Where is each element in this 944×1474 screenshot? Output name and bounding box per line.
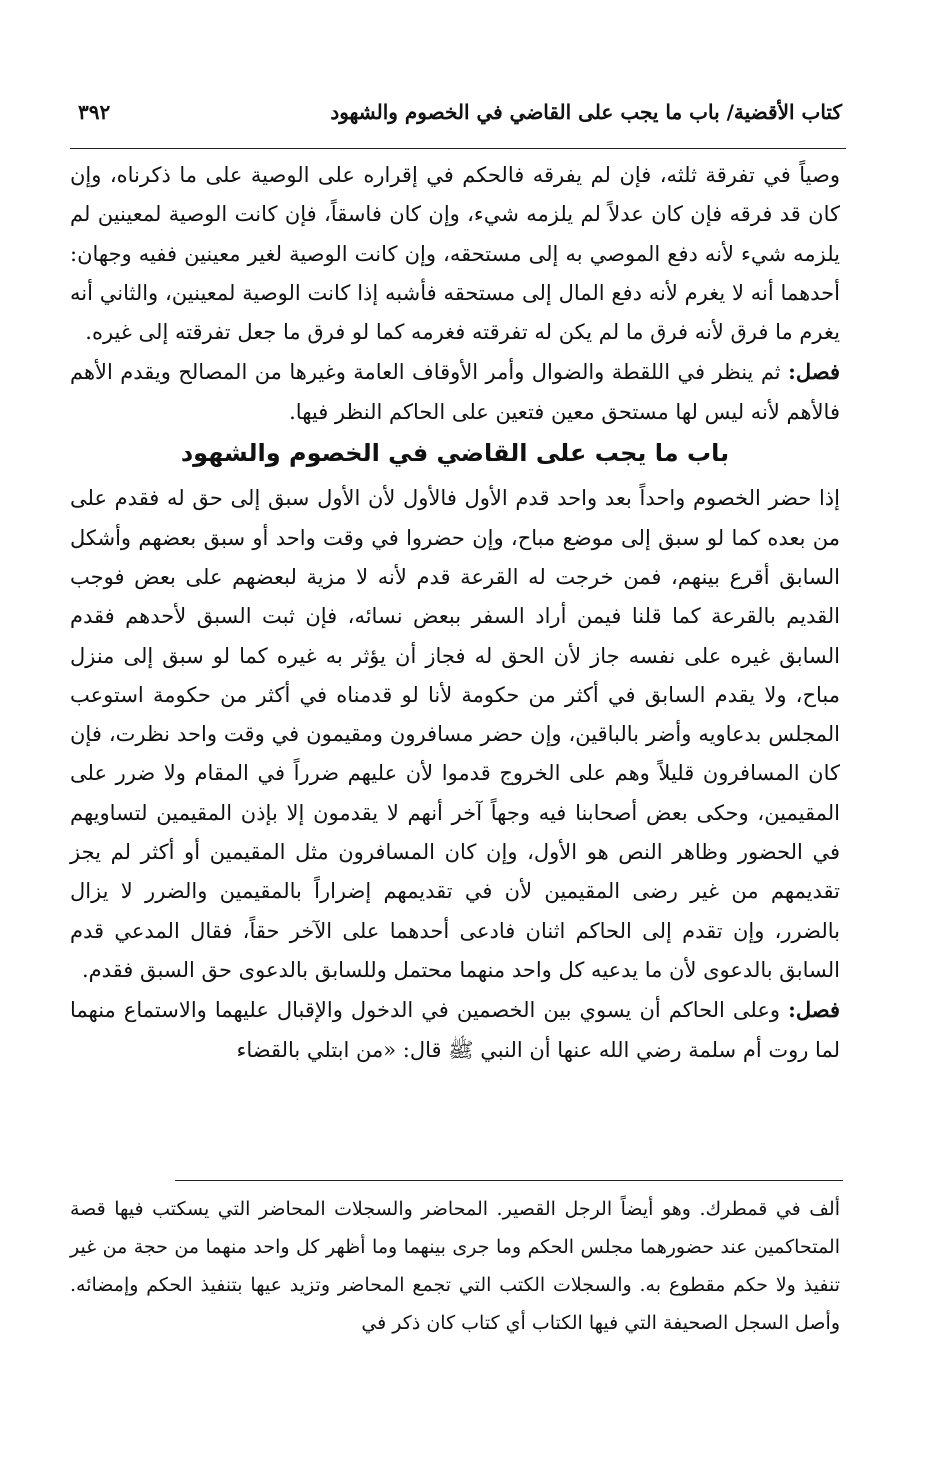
- running-title: كتاب الأقضية/ باب ما يجب على القاضي في الخصوم والشهود: [330, 100, 842, 124]
- fasl-text: ثم ينظر في اللقطة والضوال وأمر الأوقاف العامة وغيرها من المصالح ويقدم الأهم فالأهم لأنه ليس لها مستحق معين فتعين على الحاكم النظر فيها.: [70, 360, 840, 424]
- chapter-title: باب ما يجب على القاضي في الخصوم والشهود: [180, 439, 730, 468]
- section-fasl-2: [70, 990, 840, 1070]
- footnote-divider: [175, 1180, 843, 1181]
- header-divider: [70, 148, 846, 149]
- fasl-label: فصل:: [788, 997, 840, 1023]
- section-fasl-1: [70, 352, 840, 432]
- fasl-label: فصل:: [788, 359, 840, 385]
- page-header: [78, 100, 842, 124]
- main-text: [70, 156, 840, 1070]
- page-number: ٣٩٢: [78, 100, 111, 124]
- paragraph-khusum: إذا حضر الخصوم واحداً بعد واحد قدم الأول فالأول لأن الأول سبق إلى حق له فقدم على من بعده كما لو سبق إلى موضع مباح، وإن حضروا في وقت واحد أو سبق بعضهم وأشكل السابق أقرع بينهم، فمن خرجت له القرعة قدم لأنه لا مزية لبعضهم على بعض فوجب القديم بالقرعة كما قلنا فيمن أراد السفر ببعض نسائه، فإن ثبت السبق لأحدهم فقدم السابق غيره على نفسه جاز لأن الحق له فجاز أن يؤثر به غيره كما لو سبق إلى منزل مباح، ولا يقدم السابق في أكثر من حكومة لأنا لو قدمناه في أكثر من حكومة استوعب المجلس بدعاويه وأضر بالباقين، وإن حضر مسافرون ومقيمون في وقت واحد نظرت، فإن كان المسافرون قليلاً وهم على الخروج قدموا لأن عليهم ضرراً في المقام ولا ضرر على المقيمين، وحكى بعض أصحابنا فيه وجهاً آخر أنهم لا يقدمون إلا بإذن المقيمين لتساويهم في الحضور وظاهر النص هو الأول، وإن كان المسافرون مثل المقيمين أو أكثر لم يجز تقديمهم من غير رضى المقيمين لأن في تقديمهم إضراراً بالمقيمين والضرر لا يزال بالضرر، وإن تقدم إلى الحاكم اثنان فادعى أحدهما على الآخر حقاً، فقال المدعي قدم السابق بالدعوى لأن ما يدعيه كل واحد منهما محتمل وللسابق بالدعوى حق السبق فقدم.: [70, 486, 840, 982]
- footnote: ألف في قمطرك. وهو أيضاً الرجل القصير. المحاضر والسجلات المحاضر التي يسكتب فيها قصة المتحاكمين عند حضورهما مجلس الحكم وما جرى بينهما وما أظهر كل واحد منهما من حجة من غير تنفيذ ولا حكم مقطوع به. والسجلات الكتب التي تجمع المحاضر وتزيد عيها بتنفيذ الحكم وإمضائه. وأصل السجل الصحيفة التي فيها الكتاب أي كتاب كان ذكر في: [70, 1198, 840, 1334]
- paragraph-wasiyya: وصياً في تفرقة ثلثه، فإن لم يفرقه فالحكم في إقراره على الوصية على ما ذكرناه، وإن كان قد فرقه فإن كان عدلاً لم يلزمه شيء، وإن كان فاسقاً، فإن كانت الوصية لمعينين لم يلزمه شيء لأنه دفع الموصي به إلى مستحقه، وإن كانت الوصية لغير معينين ففيه وجهان: أحدهما أنه لا يغرم لأنه دفع المال إلى مستحقه فأشبه إذا كانت الوصية لمعينين، والثاني أنه يغرم ما فرق لأنه فرق ما لم يكن له تفرقته فغرمه كما لو فرق ما جعل تفرقته إلى غيره.: [70, 163, 840, 345]
- fasl-text: وعلى الحاكم أن يسوي بين الخصمين في الدخول والإقبال عليهما والاستماع منهما لما روت أم سلمة رضي الله عنها أن النبي ﷺ قال: «من ابتلي بالقضاء: [70, 998, 840, 1062]
